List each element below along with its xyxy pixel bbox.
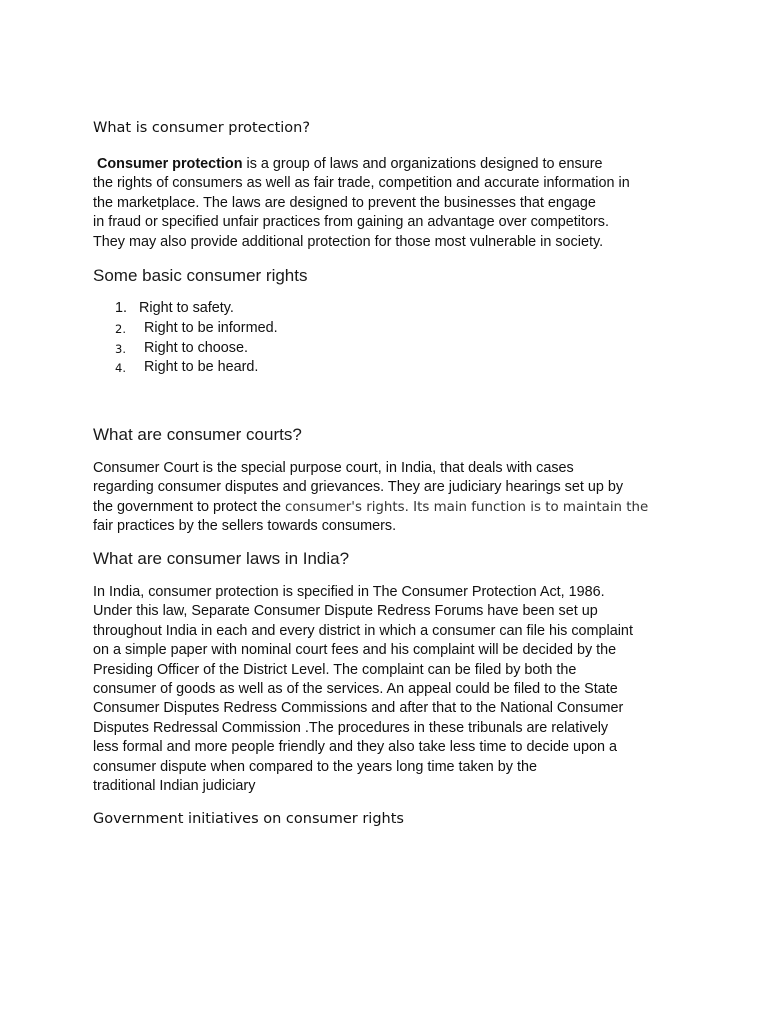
list-number: 2. xyxy=(115,321,126,336)
paragraph-consumer-laws xyxy=(93,583,683,796)
paragraph-line: throughout India in each and every district in which a consumer can file his complaint xyxy=(93,622,633,639)
paragraph-consumer-protection xyxy=(93,155,683,252)
paragraph-line: Disputes Redressal Commission .The procedures in these tribunals are relatively xyxy=(93,719,609,736)
paragraph-line: consumer of goods as well as of the services. An appeal could be filed to the State xyxy=(93,681,618,698)
paragraph-line xyxy=(93,498,683,517)
paragraph-line: Under this law, Separate Consumer Dispute Redress Forums have been set up xyxy=(93,603,598,620)
heading-what-is-consumer-protection: What is consumer protection? xyxy=(93,120,311,136)
paragraph-line: on a simple paper with nominal court fees and his complaint will be decided by the xyxy=(93,642,617,659)
list-number: 1. xyxy=(115,300,128,316)
paragraph-line: Consumer Disputes Redress Commissions and after that to the National Consumer xyxy=(93,700,624,717)
paragraph-line xyxy=(93,155,683,174)
list-number: 4. xyxy=(115,361,126,376)
list-item-text: Right to safety. xyxy=(139,300,234,316)
paragraph-line: In India, consumer protection is specified in The Consumer Protection Act, 1986. xyxy=(93,584,605,600)
list-item-text: Right to be heard. xyxy=(144,359,259,376)
list-item-text: Right to be informed. xyxy=(144,319,278,336)
paragraph-line: fair practices by the sellers towards consumers. xyxy=(93,518,397,535)
heading-basic-consumer-rights: Some basic consumer rights xyxy=(93,266,308,285)
list-number: 3. xyxy=(115,341,126,356)
paragraph-line: traditional Indian judiciary xyxy=(93,778,256,795)
paragraph-line: regarding consumer disputes and grievances. They are judiciary hearings set up by xyxy=(93,479,624,496)
bold-term-consumer-protection: Consumer protection xyxy=(97,156,243,172)
heading-consumer-laws-india: What are consumer laws in India? xyxy=(93,549,350,568)
paragraph-line: the marketplace. The laws are designed to prevent the businesses that engage xyxy=(93,194,596,211)
paragraph-line: Consumer Court is the special purpose court, in India, that deals with cases xyxy=(93,460,574,476)
paragraph-line: the rights of consumers as well as fair trade, competition and accurate information in xyxy=(93,175,630,192)
heading-consumer-courts: What are consumer courts? xyxy=(93,425,302,444)
paragraph-line: consumer dispute when compared to the years long time taken by the xyxy=(93,758,537,775)
paragraph-text: is a group of laws and organizations designed to ensure xyxy=(242,156,603,172)
paragraph-line: Presiding Officer of the District Level. The complaint can be filed by both the xyxy=(93,661,577,678)
paragraph-line: They may also provide additional protection for those most vulnerable in society. xyxy=(93,233,604,250)
paragraph-text: the government to protect the xyxy=(93,498,285,515)
heading-government-initiatives: Government initiatives on consumer rights xyxy=(93,811,404,827)
paragraph-consumer-courts xyxy=(93,459,683,537)
paragraph-line: in fraud or specified unfair practices from gaining an advantage over competitors. xyxy=(93,214,609,231)
paragraph-line: less formal and more people friendly and they also take less time to decide upon a xyxy=(93,739,617,756)
list-item-text: Right to choose. xyxy=(144,339,248,356)
paragraph-text-alt-font: consumer's rights. Its main function is to maintain the xyxy=(285,499,649,515)
